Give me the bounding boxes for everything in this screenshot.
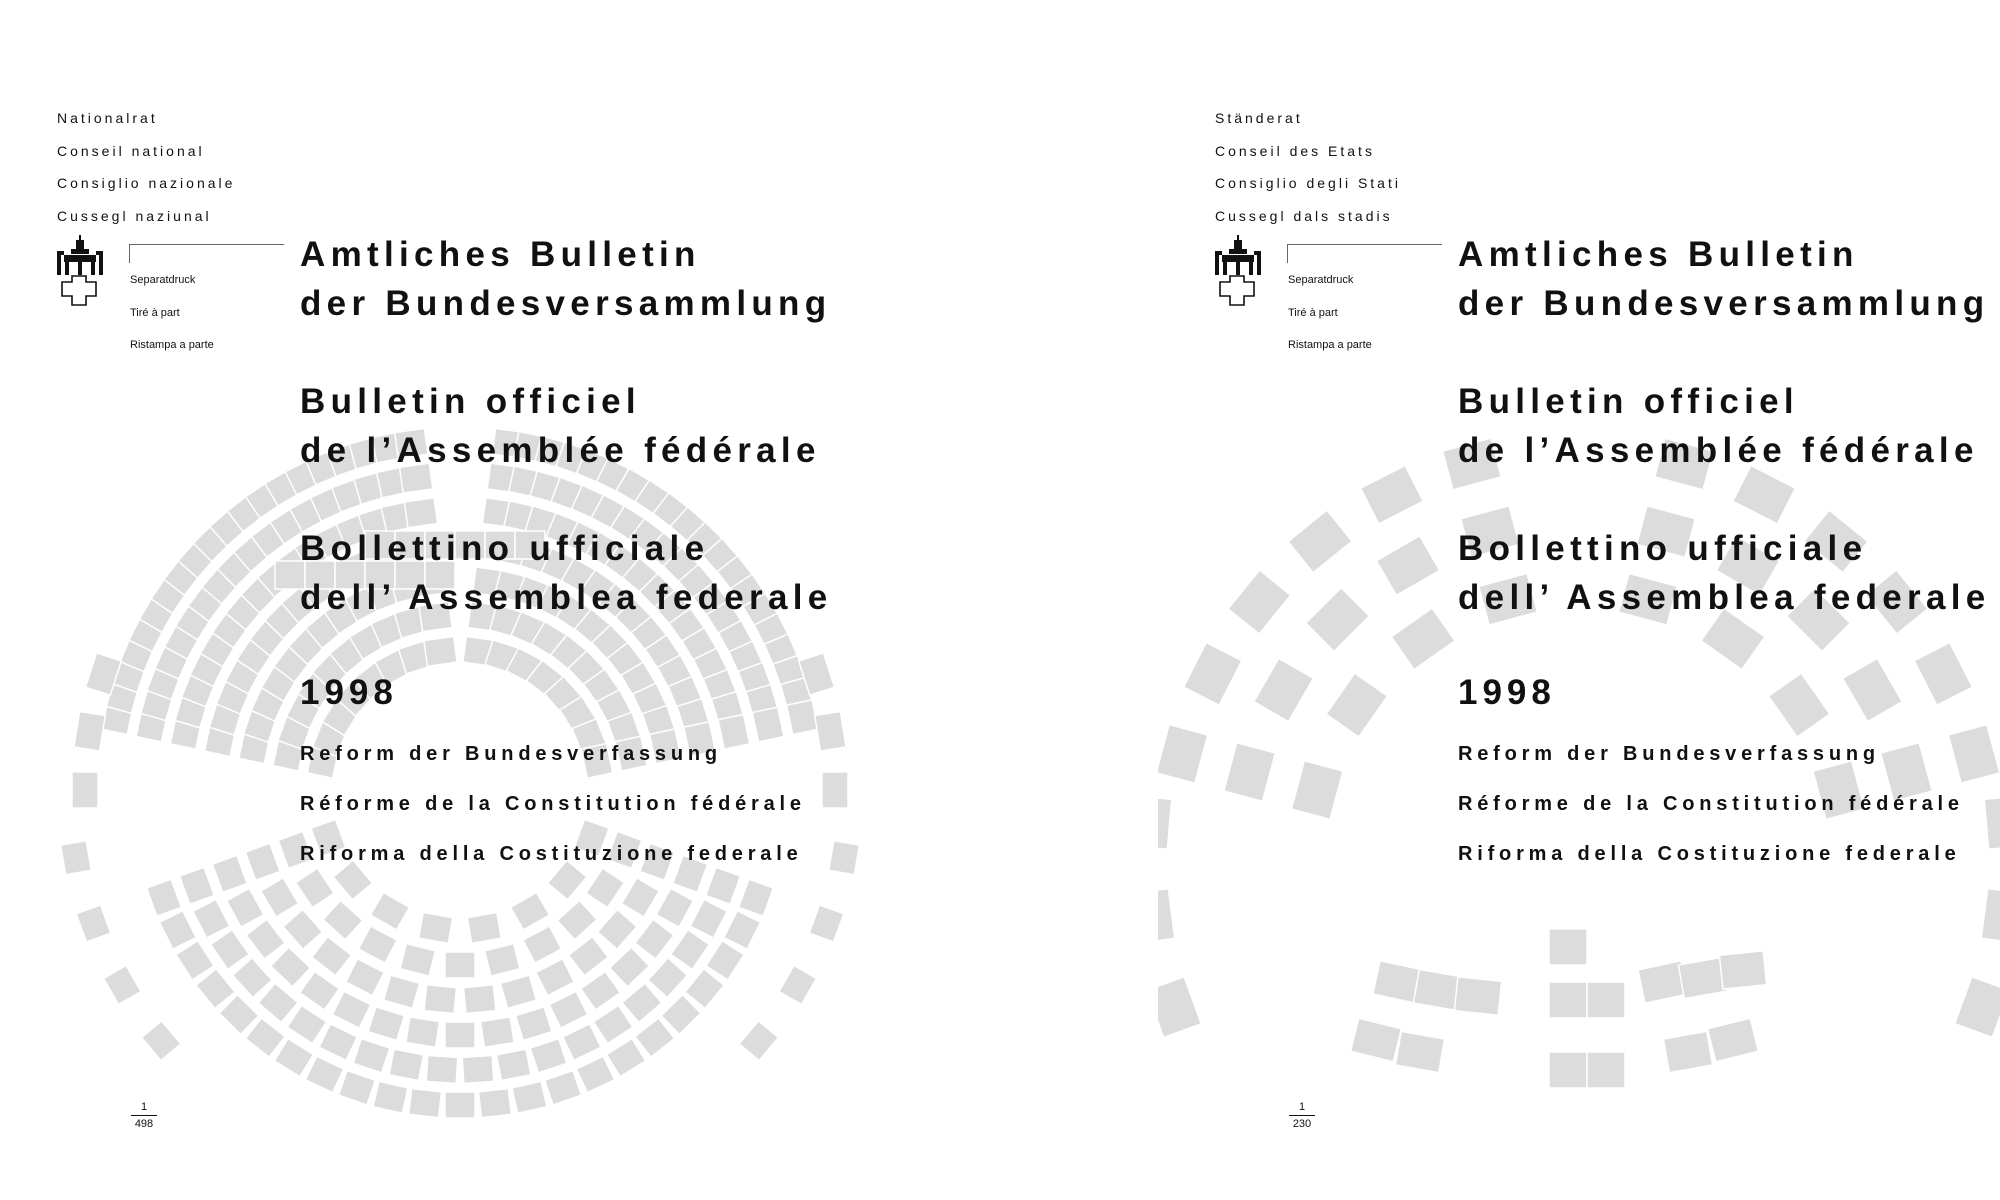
- title-line-de-2: der Bundesversammlung: [300, 284, 832, 323]
- national-council-seat: [779, 966, 817, 1005]
- national-council-seat: [787, 700, 819, 735]
- national-council-seat: [409, 1089, 442, 1118]
- national-council-seat: [635, 919, 674, 959]
- chamber-name-it: Consiglio degli Stati: [1215, 175, 1401, 191]
- reprint-label-de: Separatdruck: [130, 274, 196, 286]
- national-council-seat: [193, 899, 230, 938]
- national-council-seat: [406, 1017, 440, 1047]
- page-number: [1289, 1100, 1315, 1131]
- national-council-seat: [368, 1007, 404, 1041]
- national-council-seat: [104, 966, 142, 1005]
- national-council-seat: [523, 926, 562, 963]
- reform-titles: [300, 742, 806, 892]
- national-council-seat: [607, 1039, 646, 1077]
- national-council-seat: [569, 937, 609, 976]
- title-line-it-1: Bollettino ufficiale: [1458, 529, 1868, 568]
- council-of-states-seat: [1291, 761, 1343, 820]
- council-of-states-seat: [1587, 1052, 1625, 1088]
- national-council-seat: [610, 947, 650, 987]
- national-council-seat: [287, 1005, 326, 1043]
- national-council-seat: [245, 843, 280, 880]
- national-council-seat: [353, 1039, 390, 1073]
- page-number: [131, 1100, 157, 1131]
- national-council-seat: [467, 912, 501, 943]
- reprint-rule: [1287, 244, 1442, 263]
- national-council-seat: [271, 947, 311, 987]
- national-council-seat: [536, 959, 575, 996]
- page-number-total: 498: [134, 1118, 154, 1130]
- reprint-label-de: Separatdruck: [1288, 274, 1354, 286]
- national-council-seat: [283, 909, 322, 949]
- reprint-labels: [130, 272, 214, 370]
- chamber-name-rm: Cussegl dals stadis: [1215, 207, 1393, 224]
- title-line-fr-1: Bulletin officiel: [300, 382, 641, 421]
- reprint-label-fr: Tiré à part: [1288, 306, 1338, 319]
- council-of-states-seat: [1326, 673, 1387, 737]
- swiss-parliament-emblem-icon: [1213, 235, 1263, 310]
- national-council-seat: [530, 1039, 567, 1073]
- national-council-seat: [706, 941, 744, 980]
- title-line-fr-2: de l’Assemblée fédérale: [1458, 431, 1979, 470]
- national-council-seat: [581, 971, 620, 1010]
- page-number-current: 1: [1289, 1100, 1315, 1116]
- title-line-fr-2: de l’Assemblée fédérale: [300, 431, 821, 470]
- national-council-seat: [339, 1071, 376, 1105]
- title-line-it-1: Bollettino ufficiale: [300, 529, 710, 568]
- council-of-states-seat: [1391, 608, 1455, 669]
- national-council-seat: [462, 1055, 494, 1083]
- council-of-states-seat: [1914, 643, 1972, 706]
- national-council-seat: [147, 879, 182, 916]
- national-council-seat: [419, 912, 453, 943]
- national-council-seat: [323, 900, 363, 939]
- national-council-seat: [358, 926, 397, 963]
- national-council-seat: [159, 911, 196, 949]
- national-council-seat: [445, 1092, 475, 1118]
- reform-title-it: Riforma della Costituzione federale: [300, 843, 803, 865]
- year: 1998: [300, 673, 398, 712]
- national-council-seat: [72, 772, 98, 808]
- national-council-seat: [479, 1089, 512, 1118]
- national-council-seat: [815, 711, 846, 751]
- council-of-states-seat: [1454, 977, 1501, 1015]
- national-council-seat: [261, 878, 299, 917]
- reprint-label-it: Ristampa a parte: [1288, 339, 1372, 351]
- national-council-seat: [511, 892, 550, 930]
- national-council-seat: [724, 911, 761, 949]
- national-council-seat: [690, 899, 727, 938]
- national-council-seat: [319, 1024, 357, 1060]
- national-council-seat: [246, 919, 285, 959]
- national-council-seat: [305, 1056, 343, 1092]
- national-council-seat: [593, 1005, 632, 1043]
- national-council-seat: [389, 1049, 423, 1080]
- national-council-seat: [312, 937, 352, 976]
- national-council-seat: [809, 905, 844, 942]
- national-council-seat: [274, 1039, 313, 1077]
- council-of-states-seat: [1158, 977, 1201, 1038]
- national-council-seat: [656, 888, 693, 927]
- national-council-seat: [212, 855, 247, 892]
- national-council-seat: [576, 1056, 614, 1092]
- page-number-current: 1: [131, 1100, 157, 1116]
- national-council-seat: [332, 991, 370, 1028]
- national-council-seat: [515, 1007, 551, 1041]
- national-council-seat: [211, 930, 249, 969]
- title-line-fr-1: Bulletin officiel: [1458, 382, 1799, 421]
- council-of-states-seat: [1158, 725, 1208, 784]
- national-council-seat: [180, 867, 215, 904]
- national-council-seat: [545, 1071, 582, 1105]
- national-council-seat: [752, 707, 784, 742]
- national-council-seat: [829, 841, 860, 875]
- national-council-seat: [557, 900, 597, 939]
- chamber-name-it: Consiglio nazionale: [57, 175, 236, 191]
- reprint-label-fr: Tiré à part: [130, 306, 180, 319]
- national-council-seat: [424, 985, 456, 1014]
- national-council-seat: [258, 983, 298, 1022]
- chamber-name-fr: Conseil des Etats: [1215, 142, 1375, 159]
- national-council-seat: [227, 888, 264, 927]
- council-of-states-seat: [1351, 1018, 1402, 1062]
- council-of-states-seat: [1587, 982, 1625, 1018]
- national-council-seat: [300, 971, 339, 1010]
- bulletin-title: [300, 230, 833, 622]
- national-council-seat: [445, 952, 475, 978]
- council-of-states-seat: [1843, 658, 1903, 721]
- year: 1998: [1458, 673, 1556, 712]
- title-line-de-1: Amtliches Bulletin: [300, 235, 701, 274]
- chamber-name-de: Ständerat: [1215, 110, 1303, 126]
- page-number-total: 230: [1292, 1118, 1312, 1130]
- council-of-states-seat: [1549, 982, 1587, 1018]
- title-line-de-1: Amtliches Bulletin: [1458, 235, 1859, 274]
- national-council-seat: [371, 892, 410, 930]
- reprint-label-it: Ristampa a parte: [130, 339, 214, 351]
- national-council-seat: [480, 1017, 514, 1047]
- reform-title-fr: Réforme de la Constitution fédérale: [1458, 793, 1964, 815]
- reprint-labels: [1288, 272, 1372, 370]
- national-council-seat: [485, 944, 520, 976]
- national-council-seat: [142, 1021, 181, 1061]
- council-of-states-seat: [1708, 1018, 1759, 1062]
- council-of-states-seat: [1288, 510, 1352, 573]
- national-council-seat: [500, 975, 536, 1008]
- national-council-seat: [384, 975, 420, 1008]
- national-council-seat: [496, 1049, 530, 1080]
- reform-title-it: Riforma della Costituzione federale: [1458, 843, 1961, 865]
- council-of-states-seat: [1663, 1031, 1712, 1072]
- council-of-states-seat: [1306, 588, 1370, 652]
- chamber-name-rm: Cussegl naziunal: [57, 207, 212, 224]
- title-line-de-2: der Bundesversammlung: [1458, 284, 1990, 323]
- national-council-seat: [445, 1022, 475, 1048]
- chamber-name-de: Nationalrat: [57, 110, 158, 126]
- national-council-seat: [233, 958, 272, 998]
- council-of-states-seat: [1228, 570, 1291, 634]
- council-of-states-seat: [1254, 658, 1314, 721]
- national-council-seat: [346, 959, 385, 996]
- national-council-seat: [373, 1081, 408, 1113]
- national-council-seat: [400, 944, 435, 976]
- national-council-seat: [464, 985, 496, 1014]
- chamber-names: [57, 108, 235, 238]
- council-of-states-seat: [1395, 1031, 1444, 1072]
- council-of-states-seat: [1549, 1052, 1587, 1088]
- national-council-seat: [176, 941, 214, 980]
- council-of-states-seat: [1376, 536, 1439, 596]
- reprint-rule: [129, 244, 284, 263]
- national-council-seat: [822, 772, 848, 808]
- national-council-seat: [76, 905, 111, 942]
- bulletin-title: [1458, 230, 1991, 622]
- national-council-seat: [563, 1024, 601, 1060]
- council-of-states-seat: [1719, 951, 1766, 989]
- chamber-names: [1215, 108, 1401, 238]
- national-council-seat: [549, 991, 587, 1028]
- council-of-states-seat: [1549, 929, 1587, 965]
- reform-titles: [1458, 742, 1964, 892]
- national-council-seat: [598, 909, 637, 949]
- right-page: [1158, 0, 2000, 1200]
- national-council-seat: [424, 636, 457, 666]
- reform-title-de: Reform der Bundesverfassung: [1458, 743, 1880, 765]
- council-of-states-seat: [1184, 643, 1242, 706]
- swiss-parliament-emblem-icon: [55, 235, 105, 310]
- council-of-states-seat: [1955, 977, 2000, 1038]
- council-of-states-seat: [1158, 796, 1172, 849]
- chamber-name-fr: Conseil national: [57, 142, 205, 159]
- title-line-it-2: dell’ Assemblea federale: [300, 578, 833, 617]
- national-council-seat: [739, 1021, 778, 1061]
- council-of-states-seat: [1224, 743, 1276, 802]
- council-of-states-seat: [1361, 466, 1424, 524]
- reform-title-fr: Réforme de la Constitution fédérale: [300, 793, 806, 815]
- council-of-states-seat: [1984, 796, 2000, 849]
- national-council-seat: [74, 711, 105, 751]
- title-line-it-2: dell’ Assemblea federale: [1458, 578, 1991, 617]
- national-council-seat: [60, 841, 91, 875]
- council-of-states-seat: [1768, 673, 1829, 737]
- national-council-seat: [671, 930, 709, 969]
- reform-title-de: Reform der Bundesverfassung: [300, 743, 722, 765]
- national-council-seat: [622, 983, 662, 1022]
- national-council-seat: [648, 958, 687, 998]
- council-of-states-seat: [1981, 889, 2000, 944]
- national-council-seat: [426, 1055, 458, 1083]
- council-of-states-seat: [1158, 889, 1175, 944]
- national-council-seat: [512, 1081, 547, 1113]
